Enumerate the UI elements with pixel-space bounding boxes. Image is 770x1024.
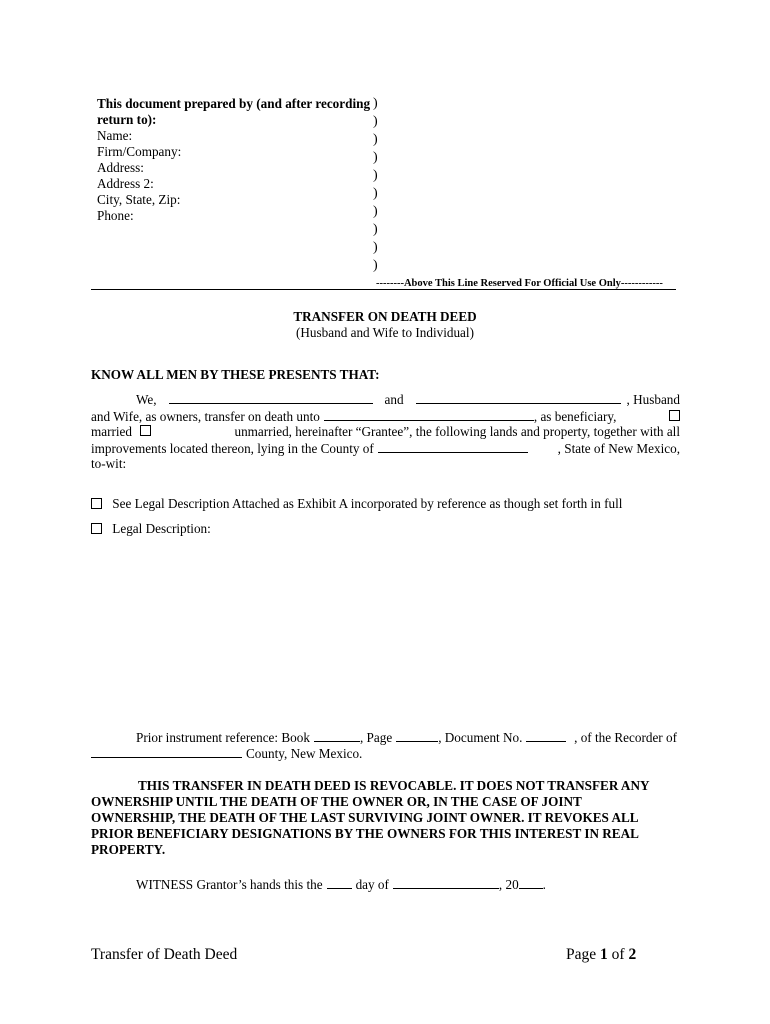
paren-mark: ) <box>373 150 378 165</box>
married-text: married <box>91 424 133 439</box>
revocable-notice-line: OWNERSHIP, THE DEATH OF THE LAST SURVIVING JOINT OWNER. IT REVOKES ALL <box>91 810 639 825</box>
paren-mark: ) <box>373 204 378 219</box>
revocable-notice-line: THIS TRANSFER IN DEATH DEED IS REVOCABLE. IT DOES NOT TRANSFER ANY <box>138 778 650 793</box>
beneficiary-blank[interactable] <box>324 408 534 421</box>
official-use-divider <box>91 289 676 290</box>
page-indicator <box>566 946 636 964</box>
state-text: , State of New Mexico, <box>557 441 680 456</box>
witness-text: WITNESS Grantor’s hands this the <box>136 877 323 892</box>
legal-description-label: Legal Description: <box>112 521 211 536</box>
married-checkbox[interactable] <box>669 410 680 421</box>
improvements-text: improvements located thereon, lying in the County of <box>91 441 374 456</box>
field-phone-label: Phone: <box>97 208 134 223</box>
paren-mark: ) <box>373 258 378 273</box>
preparer-heading-cont: return to): <box>97 112 157 127</box>
husband-text: , Husband <box>626 392 680 407</box>
marital-line <box>91 424 680 440</box>
deed-title: TRANSFER ON DEATH DEED <box>293 309 477 324</box>
beneficiary-line <box>91 408 680 425</box>
paren-mark: ) <box>373 96 378 111</box>
revocable-notice-line: PRIOR BENEFICIARY DESIGNATIONS BY THE OWNERS FOR THIS INTEREST IN REAL <box>91 826 639 841</box>
page-of: of <box>611 946 625 963</box>
official-use-notice: --------Above This Line Reserved For Official Use Only------------ <box>376 278 663 289</box>
prior-county-line <box>91 745 362 762</box>
field-city-state-zip-label: City, State, Zip: <box>97 192 181 207</box>
witness-period: . <box>542 877 546 892</box>
to-wit-text: to-wit: <box>91 456 127 471</box>
book-blank[interactable] <box>314 729 360 742</box>
preparer-heading: This document prepared by (and after recording <box>97 96 371 111</box>
revocable-notice-line: OWNERSHIP UNTIL THE DEATH OF THE OWNER OR, IN THE CASE OF JOINT <box>91 794 582 809</box>
paren-mark: ) <box>373 240 378 255</box>
prior-book-text: Prior instrument reference: Book <box>136 730 310 745</box>
recorder-text: , of the Recorder of <box>574 730 677 745</box>
exhibit-option-label: See Legal Description Attached as Exhibit A incorporated by reference as though set forth in full <box>112 496 623 511</box>
exhibit-checkbox[interactable] <box>91 498 102 509</box>
page-number: 1 <box>600 946 608 963</box>
page-total: 2 <box>628 946 637 963</box>
we-text: We, <box>136 392 157 407</box>
document-no-text: , Document No. <box>438 730 523 745</box>
deed-subtitle: (Husband and Wife to Individual) <box>296 325 474 340</box>
year-blank[interactable] <box>519 876 543 889</box>
county-line <box>91 440 680 457</box>
paren-mark: ) <box>373 186 378 201</box>
field-name-label: Name: <box>97 128 133 143</box>
page-text: , Page <box>359 730 393 745</box>
witness-line <box>136 876 546 893</box>
legal-description-checkbox[interactable] <box>91 523 102 534</box>
exhibit-option <box>91 496 622 512</box>
county-nm-text: County, New Mexico. <box>246 746 363 761</box>
field-address2-label: Address 2: <box>97 176 154 191</box>
and-wife-text: and Wife, as owners, transfer on death unto <box>91 409 320 424</box>
grantor-line <box>136 391 680 408</box>
county-blank[interactable] <box>378 440 528 453</box>
prior-instrument-line <box>136 729 677 746</box>
document-no-blank[interactable] <box>526 729 566 742</box>
and-text: and <box>384 392 404 407</box>
day-of-text: day of <box>355 877 389 892</box>
page-blank[interactable] <box>396 729 438 742</box>
legal-description-option <box>91 521 211 537</box>
day-blank[interactable] <box>327 876 352 889</box>
unmarried-checkbox[interactable] <box>140 425 151 436</box>
paren-mark: ) <box>373 222 378 237</box>
grantor1-blank[interactable] <box>169 391 373 404</box>
know-all-heading: KNOW ALL MEN BY THESE PRESENTS THAT: <box>91 367 380 382</box>
recorder-county-blank[interactable] <box>91 745 242 758</box>
field-address-label: Address: <box>97 160 144 175</box>
revocable-notice-line: PROPERTY. <box>91 842 166 857</box>
year-prefix-text: , 20 <box>498 877 519 892</box>
paren-mark: ) <box>373 168 378 183</box>
grantor2-blank[interactable] <box>416 391 621 404</box>
paren-mark: ) <box>373 132 378 147</box>
footer-title: Transfer of Death Deed <box>91 946 238 963</box>
field-firm-label: Firm/Company: <box>97 144 182 159</box>
page-label: Page <box>566 946 597 963</box>
month-blank[interactable] <box>393 876 499 889</box>
unmarried-text: unmarried, hereinafter “Grantee”, the following lands and property, together with all <box>234 424 680 439</box>
paren-mark: ) <box>373 114 378 129</box>
as-beneficiary-text: , as beneficiary, <box>533 409 617 424</box>
